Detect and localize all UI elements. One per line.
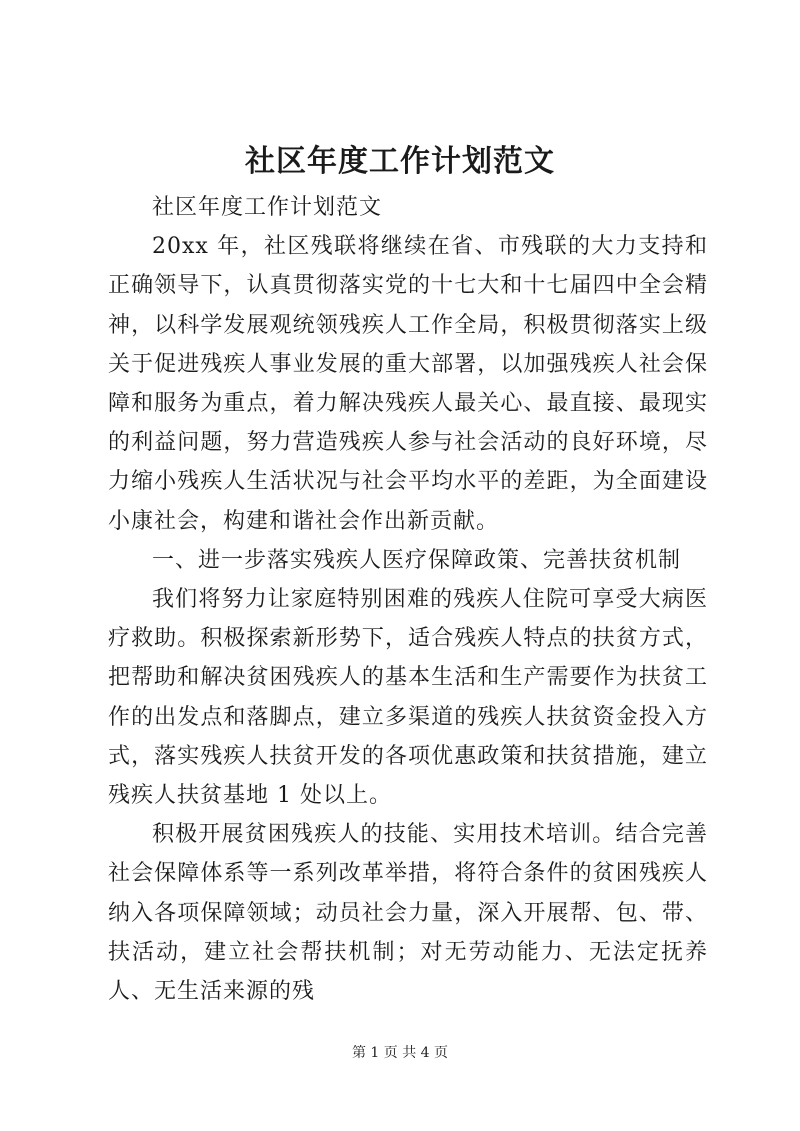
section-heading-1: 一、进一步落实残疾人医疗保障政策、完善扶贫机制 bbox=[152, 547, 682, 573]
paragraph-medical-aid: 我们将努力让家庭特别困难的残疾人住院可享受大病医疗救助。积极探索新形势下，适合残疾人特点的扶贫方式，把帮助和解决贫困残疾人的基本生活和生产需要作为扶贫工作的出发点和落脚点，建立多渠道的残疾人扶贫资金投入方式，落实残疾人扶贫开发的各项优惠政策和扶贫措施，建立残疾人扶贫基地 1 处以上。 bbox=[108, 587, 708, 809]
paragraph-training: 积极开展贫困残疾人的技能、实用技术培训。结合完善社会保障体系等一系列改革举措，将符合条件的贫困残疾人纳入各项保障领域；动员社会力量，深入开展帮、包、带、扶活动，建立社会帮扶机制；对无劳动能力、无法定抚养人、无生活来源的残 bbox=[108, 822, 708, 1005]
document-body bbox=[108, 188, 708, 1011]
paragraph-subtitle: 社区年度工作计划范文 bbox=[152, 195, 383, 220]
page-footer: 第 1 页 共 4 页 bbox=[351, 1045, 449, 1061]
paragraph-intro: 20xx 年，社区残联将继续在省、市残联的大力支持和正确领导下，认真贯彻落实党的十七大和十七届四中全会精神，以科学发展观统领残疾人工作全局，积极贯彻落实上级关于促进残疾人事业发展的重大部署，以加强残疾人社会保障和服务为重点，着力解决残疾人最关心、最直接、最现实的利益问题，努力营造残疾人参与社会活动的良好环境，尽力缩小残疾人生活状况与社会平均水平的差距，为全面建设小康社会，构建和谐社会作出新贡献。 bbox=[108, 234, 708, 534]
document-title: 社区年度工作计划范文 bbox=[245, 144, 555, 179]
